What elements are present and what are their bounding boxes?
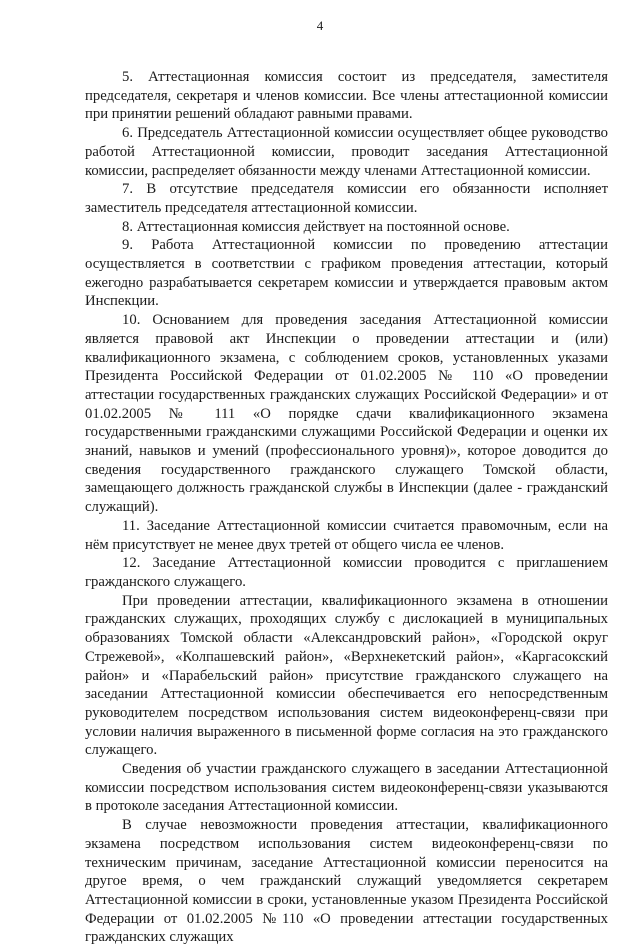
paragraph-technical-failure: В случае невозможности проведения аттестации, квалификационного экзамена посредством использования систем видеоконференц-связи по техническим причинам, заседание Аттестационной комиссии переносится на другое время, о чем гражданский служащий уведомляется секретарем Аттестационной комиссии в сроки, установленные указом Президента Российской Федерации от 01.02.2005 №110 «О проведении аттестации государственных гражданских служащих (85, 817, 608, 946)
paragraph-10: 10. Основанием для проведения заседания Аттестационной комиссии является правовой акт Инспекции о проведении аттестации и (или) квалификационного экзамена, с соблюдением сроков, установленных указами Президента Российской Федерации от 01.02.2005 № 110 «О проведении аттестации государственных гражданских служащих Российской Федерации» и от 01.02.2005 № 111 «О порядке сдачи квалификационного экзамена государственными гражданскими служащими Российской Федерации и оценки их знаний, навыков и умений (профессионального уровня)», которое доводится до сведения государственного гражданского служащего Томской области, замещающего должность гражданской службы в Инспекции (далее - гражданский служащий). (85, 312, 608, 516)
paragraph-8: 8. Аттестационная комиссия действует на постоянной основе. (122, 218, 510, 235)
paragraph-9: 9. Работа Аттестационной комиссии по проведению аттестации осуществляется в соответствии с графиком проведения аттестации, который ежегодно разрабатывается секретарем комиссии и утверждается правовым актом Инспекции. (85, 237, 608, 310)
document-body (85, 68, 608, 947)
paragraph-video-conference: При проведении аттестации, квалификационного экзамена в отношении гражданских служащих, проходящих службу с дислокацией в муниципальных образованиях Томской области «Александровский район», «Городской округ Стрежевой», «Колпашевский район», «Верхнекетский район», «Каргасокский район» и «Парабельский район» присутствие гражданского служащего на заседании Аттестационной комиссии обеспечивается его непосредственным руководителем посредством использования систем видеоконференц-связи при условии наличия выраженного в письменной форме согласия на это гражданского служащего. (85, 592, 608, 759)
paragraph-12: 12. Заседание Аттестационной комиссии проводится с приглашением гражданского служащего. (85, 555, 608, 590)
paragraph-5: 5. Аттестационная комиссия состоит из председателя, заместителя председателя, секретаря и членов комиссии. Все члены аттестационной комиссии при принятии решений обладают равными правами. (85, 69, 608, 123)
paragraph-11: 11. Заседание Аттестационной комиссии считается правомочным, если на нём присутствует не менее двух третей от общего числа ее членов. (85, 517, 608, 553)
page-number: 4 (316, 18, 324, 33)
paragraph-participation-info: Сведения об участии гражданского служащего в заседании Аттестационной комиссии посредством использования систем видеоконференц-связи указываются в протоколе заседания Аттестационной комиссии. (85, 761, 608, 815)
paragraph-6: 6. Председатель Аттестационной комиссии осуществляет общее руководство работой Аттестационной комиссии, проводит заседания Аттестационной комиссии, распределяет обязанности между членами Аттестационной комиссии. (85, 125, 608, 179)
paragraph-7: 7. В отсутствие председателя комиссии его обязанности исполняет заместитель председателя аттестационной комиссии. (85, 181, 608, 216)
